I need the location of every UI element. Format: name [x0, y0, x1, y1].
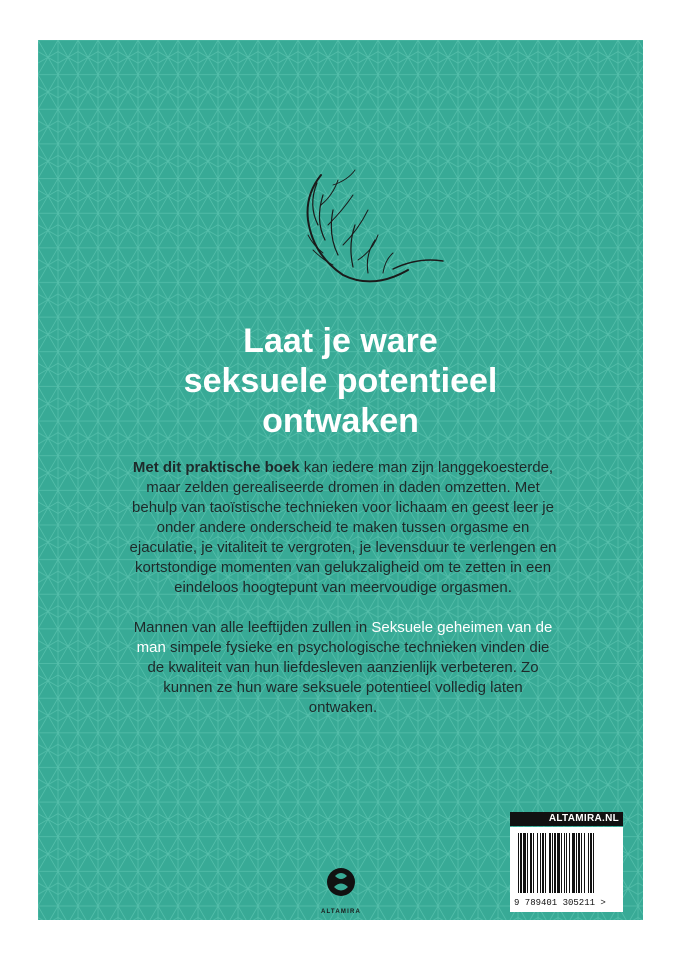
- barcode-bar: [557, 833, 560, 893]
- blurb-paragraph-2-text: simpele fysieke en psychologische technieken vinden die de kwaliteit van hun liefdesleven aanzienlijk verbeteren. Zo kunnen ze hun ware seksuele potentieel volledig laten ontwaken.: [147, 639, 550, 716]
- blurb-bold-lead: Met dit praktische boek: [132, 459, 300, 476]
- barcode-bar: [533, 833, 534, 893]
- barcode-bar: [549, 833, 551, 893]
- headline-line-1: Laat je ware: [243, 322, 438, 360]
- barcode-bar: [518, 833, 519, 893]
- barcode-bar: [552, 833, 553, 893]
- barcode-bar: [576, 833, 577, 893]
- book-title-highlight: Seksuele geheimen van de man: [136, 619, 553, 656]
- barcode-bar: [590, 833, 592, 893]
- barcode-bar: [581, 833, 582, 893]
- headline-line-3: ontwaken: [262, 402, 419, 440]
- headline-line-2: seksuele potentieel: [183, 362, 498, 400]
- barcode-bars: [510, 827, 623, 897]
- barcode-bar: [564, 833, 565, 893]
- barcode-bar: [527, 833, 528, 893]
- blurb-paragraph-1: [128, 458, 558, 598]
- barcode-bar: [540, 833, 541, 893]
- blurb: [128, 458, 558, 738]
- barcode-bar: [545, 833, 546, 893]
- barcode-digits: 9 789401 305211 >: [514, 898, 606, 908]
- barcode-bar: [566, 833, 567, 893]
- barcode-bar: [572, 833, 575, 893]
- isbn-barcode: [510, 827, 623, 912]
- publisher-name: ALTAMIRA: [320, 909, 362, 915]
- website-label: ALTAMIRA.NL: [510, 812, 623, 826]
- feather-sprig-icon: [293, 165, 453, 300]
- barcode-bar: [569, 833, 570, 893]
- blurb-paragraph-2: [128, 618, 558, 718]
- blurb-paragraph-2-lead: Mannen van alle leeftijden zullen in: [133, 619, 372, 636]
- barcode-bar: [593, 833, 594, 893]
- barcode-bar: [530, 833, 532, 893]
- barcode-bar: [561, 833, 562, 893]
- altamira-logo-icon: [326, 862, 356, 902]
- blurb-paragraph-1-text: kan iedere man zijn langgekoesterde, maar zelden gerealiseerde dromen in daden omzetten. Met behulp van taoïstische technieken voor lichaam en geest leer je onder andere onderscheid te maken tussen orgasme en ejaculatie, je vitaliteit te vergroten, je levensduur te verlengen en kortstondige momenten van gelukzaligheid om te zetten in een eindeloos hoogtepunt van meervoudige orgasmen.: [129, 459, 557, 596]
- barcode-bar: [542, 833, 544, 893]
- barcode-bar: [554, 833, 556, 893]
- barcode-bar: [520, 833, 522, 893]
- barcode-bar: [588, 833, 589, 893]
- barcode-bar: [523, 833, 526, 893]
- barcode-bar: [584, 833, 585, 893]
- headline: [38, 321, 643, 441]
- barcode-bar: [578, 833, 580, 893]
- barcode-bar: [537, 833, 538, 893]
- book-back-cover: [38, 40, 643, 920]
